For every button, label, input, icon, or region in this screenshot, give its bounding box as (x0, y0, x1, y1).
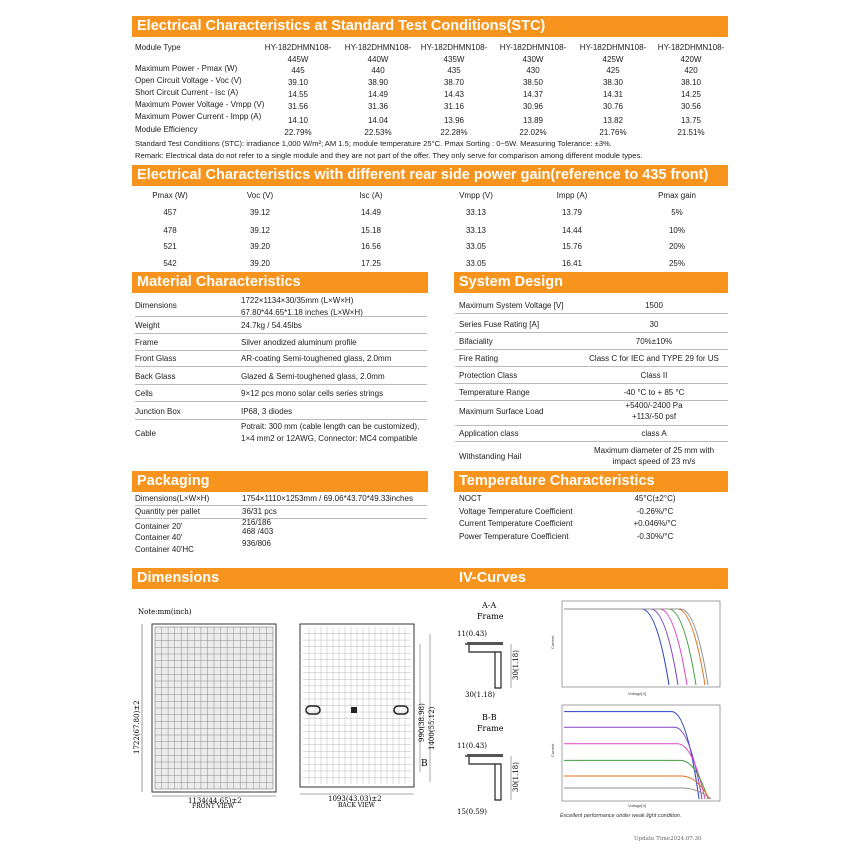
packaging-label: Container 40'HC (135, 545, 194, 554)
section-aa-width: 30(1.18) (465, 691, 495, 699)
stc-model-power: 430W (522, 55, 544, 64)
stc-cell: 14.37 (522, 90, 544, 99)
section-bb-title: B-B (482, 713, 497, 722)
material-value: 24.7kg / 54.45lbs (241, 321, 302, 330)
stc-cell: 30.76 (602, 102, 624, 111)
temperature-title-bar (454, 471, 728, 492)
system-value-2: +113/-50 psf (631, 412, 677, 421)
rear-header: Voc (V) (246, 191, 274, 200)
material-value: Potrait: 300 mm (cable length can be customized), (241, 422, 420, 431)
rear-cell: 14.44 (561, 226, 583, 235)
dimensions-note: Note:mm(inch) (138, 608, 192, 616)
dimensions-title: Dimensions (137, 570, 220, 586)
material-value: AR-coating Semi-toughened glass, 2.0mm (241, 354, 392, 363)
rear-cell: 25% (668, 259, 685, 268)
mount-dimension-2: 1400(55.12) (428, 706, 436, 750)
row-divider (135, 366, 427, 367)
rear-cell: 15.18 (360, 226, 382, 235)
material-value-2: 67.80*44.65*1.18 inches (L×W×H) (241, 308, 363, 317)
rear-cell: 14.49 (360, 208, 382, 217)
iv-bottom-ylabel: Current (550, 743, 555, 757)
row-divider (455, 425, 728, 426)
stc-cell: 14.10 (287, 116, 309, 125)
stc-cell: 21.76% (599, 128, 627, 137)
iv-top-ylabel: Current (550, 635, 555, 649)
row-divider (455, 332, 728, 333)
stc-cell: 21.51% (677, 128, 705, 137)
stc-row-label: Maximum Power Current - Impp (A) (135, 112, 262, 121)
temperature-value: +0.046%/°C (633, 519, 677, 528)
width-back-label: 1093(43.03)±2 (328, 795, 382, 803)
iv-chart-top-frame (562, 601, 720, 687)
frame-bb-profile (465, 756, 503, 800)
rear-cell: 33.05 (465, 259, 487, 268)
stc-model-name: HY-182DHMN108- (264, 43, 332, 52)
temperature-value: 45°C(±2°C) (634, 494, 676, 503)
row-divider (135, 518, 427, 519)
material-value: 9×12 pcs mono solar cells series strings (241, 389, 384, 398)
material-label: Cells (135, 389, 153, 398)
system-label: Maximum Surface Load (459, 407, 544, 416)
rear-header: Isc (A) (359, 191, 383, 200)
material-label: Cable (135, 429, 156, 438)
system-label: Bifaciality (459, 337, 493, 346)
temperature-label: Voltage Temperature Coefficient (459, 507, 573, 516)
stc-cell: 13.96 (443, 116, 465, 125)
stc-cell: 31.36 (367, 102, 389, 111)
stc-cell: 22.02% (519, 128, 547, 137)
back-view-label: BACK VIEW (338, 802, 375, 809)
stc-cell: 39.10 (287, 78, 309, 87)
iv-title: IV-Curves (459, 570, 526, 586)
material-label: Weight (135, 321, 160, 330)
stc-model-name: HY-182DHMN108- (499, 43, 567, 52)
rear-cell: 457 (163, 208, 177, 217)
mount-dimension-1: 990(38.98) (418, 703, 426, 742)
stc-row-label: Module Efficiency (135, 125, 198, 134)
row-divider (455, 366, 728, 367)
rear-cell: 478 (163, 226, 177, 235)
material-label: Frame (135, 338, 159, 347)
packaging-value: 36/31 pcs (242, 507, 277, 516)
material-title: Material Characteristics (137, 274, 301, 290)
temperature-title: Temperature Characteristics (459, 473, 655, 489)
stc-note: Standard Test Conditions (STC): irradiance 1,000 W/m²; AM 1.5; module temperature 25°C. Pmax Sorting : 0~5W. Measuring Tolerance: ±3%. (135, 139, 612, 148)
stc-row-label: Open Circuit Voltage - Voc (V) (135, 76, 242, 85)
rear-cell: 33.05 (465, 242, 487, 251)
material-label: Front Glass (135, 354, 177, 363)
section-bb-top: 11(0.43) (457, 742, 487, 750)
rear-cell: 17.25 (360, 259, 382, 268)
junction-box-center (351, 707, 357, 713)
stc-title: Electrical Characteristics at Standard Test Conditions(STC) (137, 18, 546, 34)
material-value: IP68, 3 diodes (241, 407, 293, 416)
rear-cell: 39.12 (249, 226, 271, 235)
stc-model-power: 425W (602, 55, 624, 64)
rear-cell: 16.41 (561, 259, 583, 268)
rear-cell: 521 (163, 242, 177, 251)
system-label: Series Fuse Rating [A] (459, 320, 540, 329)
stc-cell: 13.89 (522, 116, 544, 125)
rear-cell: 10% (668, 226, 685, 235)
packaging-label: Dimensions(L×W×H) (135, 494, 210, 503)
stc-cell: 420 (684, 66, 698, 75)
iv-caption: Excellent performance under weak light condition. (560, 813, 682, 819)
rear-cell: 33.13 (465, 226, 487, 235)
temperature-label: Current Temperature Coefficient (459, 519, 573, 528)
height-label: 1722(67.80)±2 (133, 700, 141, 754)
section-aa-title: A-A (482, 601, 497, 610)
material-value: Silver anodized aluminum profile (241, 338, 357, 347)
stc-row-label: Short Circuit Current - Isc (A) (135, 88, 239, 97)
system-title-bar (454, 272, 728, 293)
packaging-value: 936/806 (242, 539, 271, 548)
stc-cell: 30.96 (522, 102, 544, 111)
material-label: Junction Box (135, 407, 181, 416)
system-value-2: impact speed of 23 m/s (612, 457, 696, 466)
row-divider (455, 349, 728, 350)
rear-title: Electrical Characteristics with different rear side power gain(reference to 435 front) (137, 167, 709, 183)
stc-cell: 38.50 (522, 78, 544, 87)
system-value: 1500 (645, 301, 663, 310)
stc-model-power: 420W (680, 55, 702, 64)
stc-cell: 14.25 (680, 90, 702, 99)
stc-cell: 14.55 (287, 90, 309, 99)
stc-model-label: Module Type (135, 43, 181, 52)
dimensions-title-bar (132, 568, 728, 589)
packaging-label: Container 40' (135, 533, 183, 542)
rear-cell: 20% (668, 242, 685, 251)
material-title-bar (132, 272, 428, 293)
rear-cell: 39.20 (249, 259, 271, 268)
stc-model-power: 440W (367, 55, 389, 64)
system-label: Maximum System Voltage [V] (459, 301, 564, 310)
stc-row-label: Maximum Power - Pmax (W) (135, 64, 238, 73)
section-aa-height: 30(1.18) (512, 650, 520, 680)
packaging-value: 468 /403 (242, 527, 274, 536)
temperature-value: -0.30%/°C (636, 532, 674, 541)
system-label: Application class (459, 429, 519, 438)
packaging-label: Container 20' (135, 522, 183, 531)
stc-cell: 13.82 (602, 116, 624, 125)
rear-cell: 39.20 (249, 242, 271, 251)
iv-curves (548, 597, 726, 821)
stc-cell: 30.56 (680, 102, 702, 111)
temperature-label: Power Temperature Coefficient (459, 532, 569, 541)
stc-cell: 430 (526, 66, 540, 75)
system-label: Fire Rating (459, 354, 499, 363)
stc-cell: 31.56 (287, 102, 309, 111)
packaging-value: 1754×1110×1253mm / 69.06*43.70*49.33inches (242, 494, 413, 503)
frame-aa-profile (465, 644, 503, 688)
stc-cell: 445 (291, 66, 305, 75)
rear-cell: 15.76 (561, 242, 583, 251)
rear-header: Pmax (W) (152, 191, 188, 200)
system-value: Class C for IEC and TYPE 29 for US (589, 354, 719, 363)
stc-model-name: HY-182DHMN108- (579, 43, 647, 52)
update-time: Update Time2024.07.30 (634, 836, 702, 842)
section-bb-frame: Frame (477, 724, 504, 733)
row-divider (135, 384, 427, 385)
material-value-2: 1×4 mm2 or 12AWG, Connector: MC4 compatible (241, 434, 418, 443)
back-view-drawing (296, 614, 436, 809)
section-bb-width: 15(0.59) (457, 808, 487, 816)
stc-cell: 14.43 (443, 90, 465, 99)
material-label: Dimensions (135, 301, 177, 310)
rear-cell: 33.13 (465, 208, 487, 217)
row-divider (135, 401, 427, 402)
iv-chart-bottom-frame (562, 705, 720, 801)
packaging-title-bar (132, 471, 428, 492)
row-divider (455, 441, 728, 442)
stc-cell: 31.16 (443, 102, 465, 111)
rear-cell: 39.12 (249, 208, 271, 217)
stc-model-name: HY-182DHMN108- (344, 43, 412, 52)
frame-sections (455, 598, 545, 820)
section-aa-top: 11(0.43) (457, 630, 487, 638)
section-label-b: B (421, 759, 428, 769)
row-divider (135, 333, 427, 334)
temperature-label: NOCT (459, 494, 482, 503)
system-value: 30 (649, 320, 659, 329)
system-label: Protection Class (459, 371, 518, 380)
system-value: class A (641, 429, 667, 438)
width-front-label: 1134(44.65)±2 (188, 797, 242, 805)
material-value: Glazed & Semi-toughened glass, 2.0mm (241, 372, 385, 381)
packaging-label: Quantity per pallet (135, 507, 200, 516)
row-divider (135, 350, 427, 351)
stc-title-bar (132, 16, 728, 37)
rear-title-bar (132, 165, 728, 186)
system-title: System Design (459, 274, 563, 290)
system-label: Temperature Range (459, 388, 530, 397)
stc-cell: 14.49 (367, 90, 389, 99)
stc-cell: 435 (447, 66, 461, 75)
section-bb-height: 30(1.18) (512, 762, 520, 792)
system-value: -40 °C to + 85 °C (623, 388, 685, 397)
system-value: +5400/-2400 Pa (625, 401, 683, 410)
row-divider (135, 316, 427, 317)
stc-cell: 13.75 (680, 116, 702, 125)
front-view-drawing (130, 604, 290, 809)
rear-cell: 16.56 (360, 242, 382, 251)
row-divider (455, 383, 728, 384)
stc-cell: 22.28% (440, 128, 468, 137)
iv-bottom-xlabel: Voltage[V] (628, 803, 647, 808)
stc-cell: 14.04 (367, 116, 389, 125)
stc-cell: 14.31 (602, 90, 624, 99)
packaging-value: 216/186 (242, 518, 271, 527)
stc-cell: 38.70 (443, 78, 465, 87)
stc-cell: 38.30 (602, 78, 624, 87)
system-value: Maximum diameter of 25 mm with (593, 446, 715, 455)
rear-cell: 5% (671, 208, 683, 217)
stc-model-name: HY-182DHMN108- (420, 43, 488, 52)
packaging-title: Packaging (137, 473, 210, 489)
section-aa-frame: Frame (477, 612, 504, 621)
temperature-value: -0.26%/°C (636, 507, 674, 516)
stc-cell: 22.53% (364, 128, 392, 137)
stc-model-power: 435W (443, 55, 465, 64)
front-view-label: FRONT VIEW (192, 803, 235, 809)
rear-header: Pmax gain (658, 191, 696, 200)
rear-cell: 542 (163, 259, 177, 268)
stc-cell: 22.79% (284, 128, 312, 137)
material-label: Back Glass (135, 372, 176, 381)
row-divider (135, 419, 427, 420)
material-value: 1722×1134×30/35mm (L×W×H) (241, 296, 354, 305)
system-value: Class II (640, 371, 668, 380)
rear-header: Vmpp (V) (459, 191, 493, 200)
stc-model-power: 445W (287, 55, 309, 64)
iv-top-xlabel: Voltage[V] (628, 691, 647, 696)
stc-model-name: HY-182DHMN108- (657, 43, 725, 52)
system-label: Withstanding Hail (459, 452, 522, 461)
stc-row-label: Maximum Power Voltage - Vmpp (V) (135, 100, 265, 109)
stc-cell: 38.10 (680, 78, 702, 87)
stc-remark: Remark: Electrical data do not refer to a single module and they are not part of the offer. They only serve for comparison among different module types. (135, 151, 643, 160)
row-divider (135, 505, 427, 506)
stc-cell: 425 (606, 66, 620, 75)
system-value: 70%±10% (635, 337, 673, 346)
stc-cell: 440 (371, 66, 385, 75)
rear-header: Impp (A) (556, 191, 588, 200)
stc-cell: 38.90 (367, 78, 389, 87)
row-divider (455, 313, 728, 314)
rear-cell: 13.79 (561, 208, 583, 217)
